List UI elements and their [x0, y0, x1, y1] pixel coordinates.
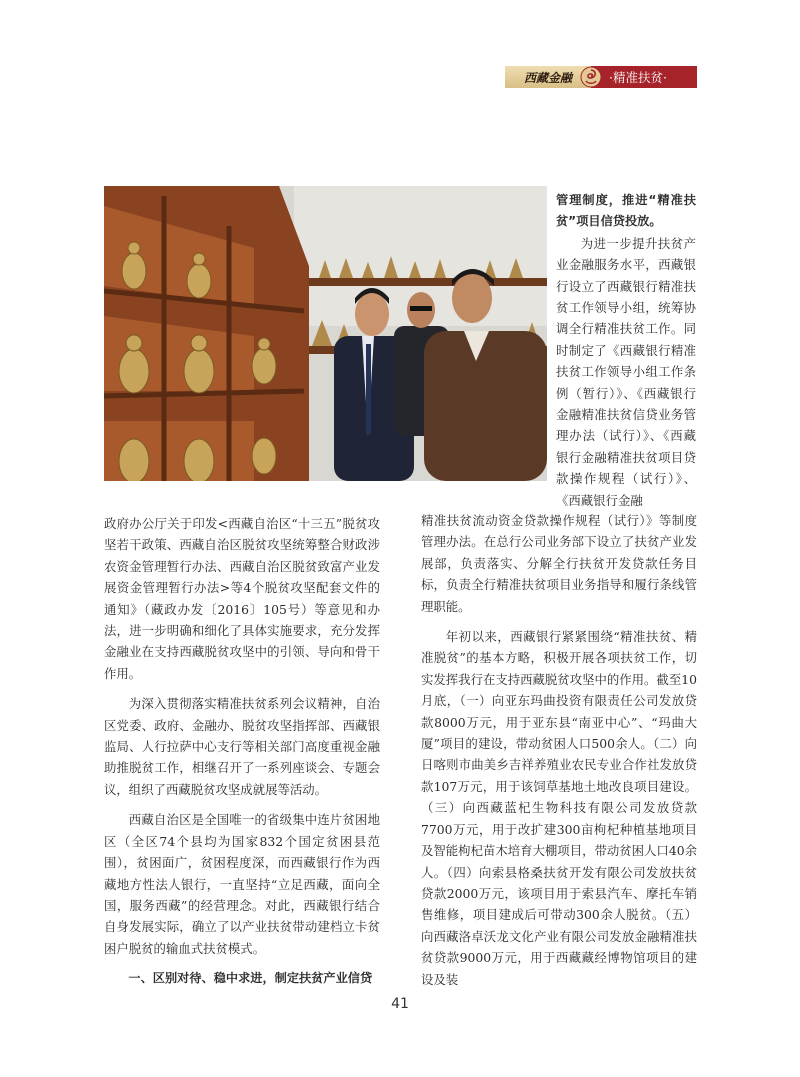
section-band [591, 66, 697, 88]
paragraph: 西藏自治区是全国唯一的省级集中连片贫困地区（全区74个县均为国家832个国定贫困县范围），贫困面广，贫困程度深，而西藏银行作为西藏地方性法人银行，一直坚持“立足西藏，面向全国，服务西藏”的经营理念。对此，西藏银行结合自身发展实际，确立了以产业扶贫带动建档立卡贫困户脱贫的输血式扶贫模式。 [104, 812, 380, 956]
paragraph: 精准扶贫流动资金贷款操作规程（试行）》等制度管理办法。在总行公司业务部下设立了扶贫产业发展部，负责落实、分解全行扶贫开发贷款任务目标，负责全行精准扶贫项目业务指导和履行条线管理职能。 [421, 513, 697, 614]
section-title: ·精准扶贫· [609, 70, 667, 85]
column-left [104, 513, 380, 990]
section-heading: 一、区别对待、稳中求进，制定扶贫产业信贷 [128, 971, 373, 986]
page-header [505, 66, 697, 88]
photo-illustration [104, 186, 547, 481]
page-number: 41 [391, 996, 409, 1012]
column-right-top [556, 190, 696, 511]
column-right-bottom [421, 510, 697, 990]
paragraph: 为深入贯彻落实精准扶贫系列会议精神，自治区党委、政府、金融办、脱贫攻坚指挥部、西藏银监局、人行拉萨中心支行等相关部门高度重视金融助推脱贫工作，相继召开了一系列座谈会、专题会议，组织了西藏脱贫攻坚成就展等活动。 [104, 696, 380, 797]
swirl-ornament-icon [579, 65, 603, 89]
brand-text: 西藏金融 [523, 70, 572, 85]
paragraph: 年初以来，西藏银行紧紧围绕“精准扶贫、精准脱贫”的基本方略，积极开展各项扶贫工作，切实发挥我行在支持西藏脱贫攻坚中的作用。截至10月底，（一）向亚东玛曲投资有限责任公司发放贷款8000万元，用于亚东县“南亚中心”、“玛曲大厦”项目的建设，带动贫困人口500余人。（二）向日喀则市曲美乡吉祥养殖业农民专业合作社发放贷款107万元，用于该饲草基地土地改良项目建设。（三）向西藏蓝杞生物科技有限公司发放贷款7700万元，用于改扩建300亩枸杞种植基地项目及智能枸杞苗木培育大棚项目，带动贫困人口40余人。（四）向索县格桑扶贫开发有限公司发放扶贫贷款2000万元，该项目用于索县汽车、摩托车销售维修，项目建成后可带动300余人脱贫。（五）向西藏洛卓沃龙文化产业有限公司发放金融精准扶贫贷款9000万元，用于西藏藏经博物馆项目的建设及装 [421, 629, 697, 987]
paragraph: 为进一步提升扶贫产业金融服务水平，西藏银行设立了西藏银行精准扶贫工作领导小组，统筹协调全行精准扶贫工作。同时制定了《西藏银行精准扶贫工作领导小组工作条例（暂行）》、《西藏银行金融精准扶贫信贷业务管理办法（试行）》、《西藏银行金融精准扶贫项目贷款操作规程（试行）》、《西藏银行金融 [556, 235, 696, 508]
heading-continuation: 管理制度，推进“精准扶贫”项目信贷投放。 [556, 193, 696, 229]
paragraph: 政府办公厅关于印发<西藏自治区“十三五”脱贫攻坚若干政策、西藏自治区脱贫攻坚统筹整合财政涉农资金管理暂行办法、西藏自治区脱贫致富产业发展资金管理暂行办法>等4个脱贫攻坚配套文件的通知》（藏政办发〔2016〕105号）等意见和办法，进一步明确和细化了具体实施要求，充分发挥金融业在支持西藏脱贫攻坚中的引领、导向和骨干作用。 [104, 516, 380, 681]
photo-statue-gallery [104, 186, 547, 481]
